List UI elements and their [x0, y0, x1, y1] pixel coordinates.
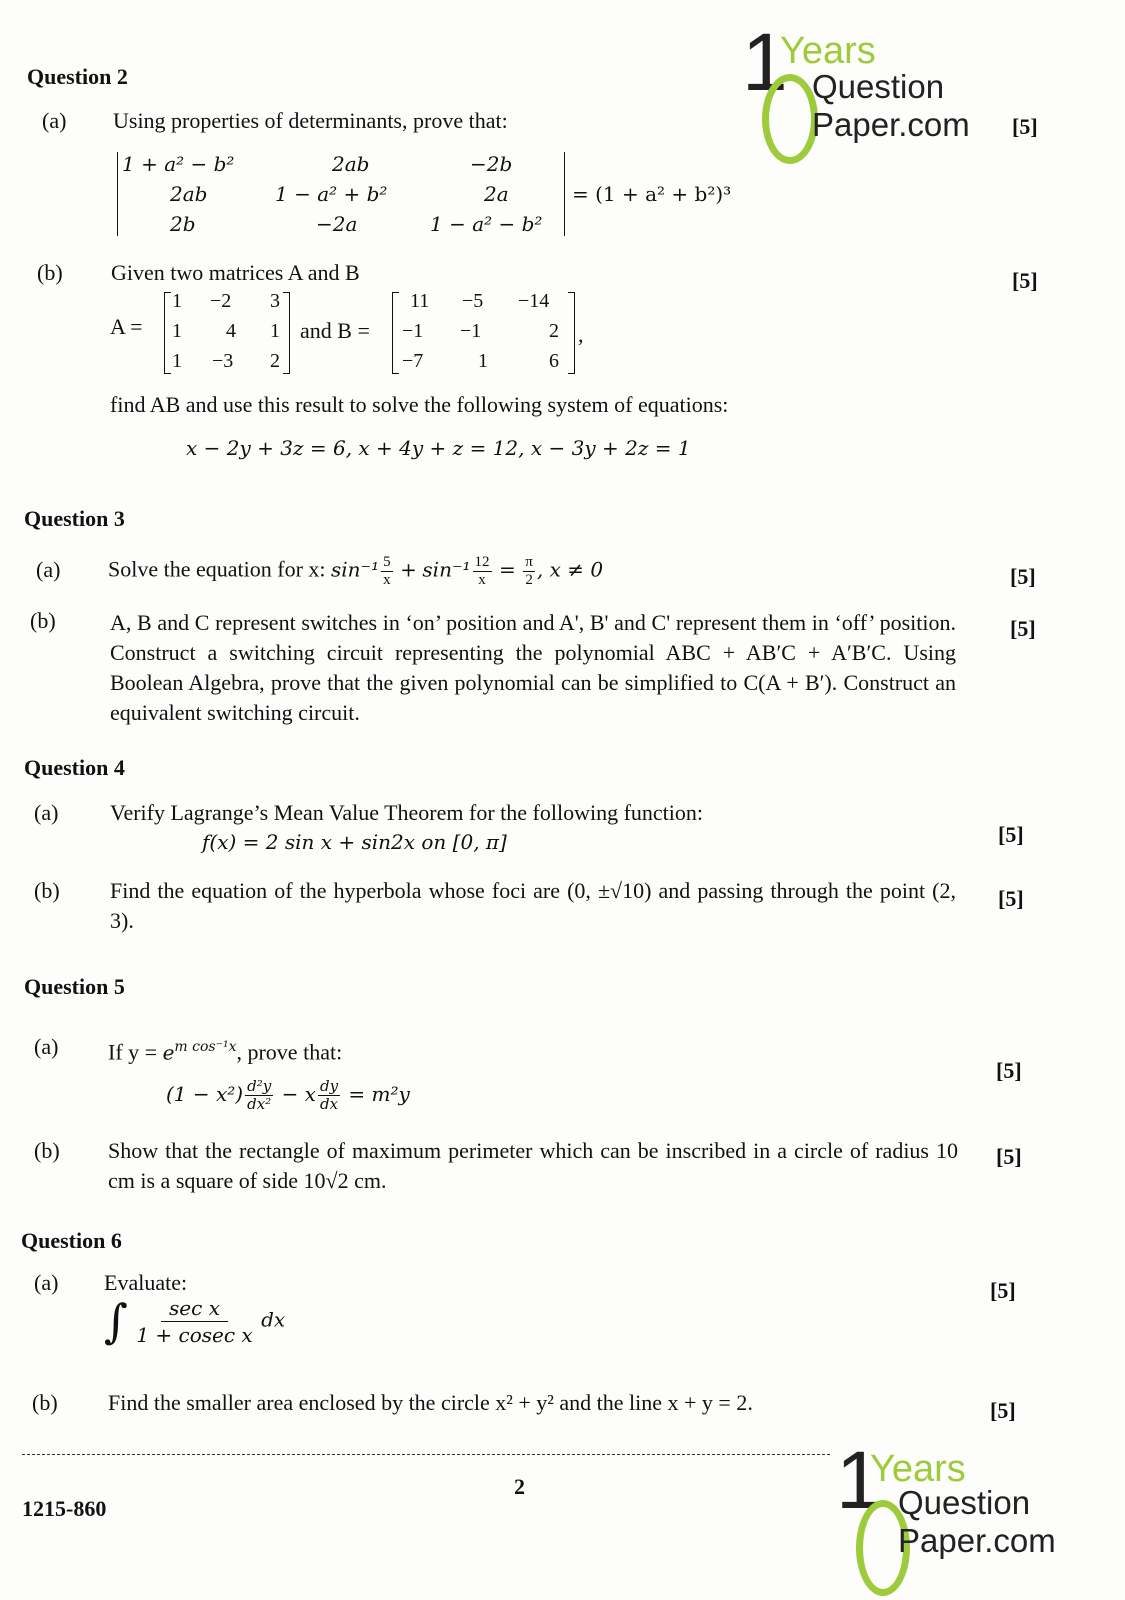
q4b-text: Find the equation of the hyperbola whose foci are (0, ±√10) and passing through the point (2, 3).: [110, 878, 956, 933]
q2b-system: x − 2y + 3z = 6, x + 4y + z = 12, x − 3y + 2z = 1: [186, 436, 691, 460]
matrix-a-cell: 3: [270, 290, 280, 312]
matrix-a-cell: 1: [172, 320, 182, 342]
question-3-title: Question 3: [24, 506, 125, 531]
matrix-b-cell: 2: [549, 320, 559, 342]
q3a-mark: [5]: [1010, 564, 1036, 589]
q2b-find-text: find AB and use this result to solve the following system of equations:: [110, 392, 729, 417]
q6a-fraction: $\frac{\text{sec x}}{\text{1 + cosec x}}$: [136, 1295, 253, 1347]
q2a-text: Using properties of determinants, prove that:: [113, 108, 508, 133]
det-rhs: = (1 + a² + b²)³: [572, 182, 732, 206]
q5a-post: , prove that:: [236, 1039, 343, 1065]
det-cell: 1 − a² + b²: [275, 182, 388, 206]
q4a-label: (a): [34, 800, 59, 825]
matrix-a-cell: 2: [270, 350, 280, 372]
footer-divider: [22, 1454, 830, 1455]
q6a-label: (a): [34, 1270, 59, 1295]
q3a-eq: =: [499, 557, 516, 582]
logo-bottom: [836, 1435, 1056, 1596]
q6b-label: (b): [32, 1390, 58, 1415]
logo-one: 1: [836, 1435, 882, 1526]
matrix-b-left-bracket: [392, 292, 399, 374]
det-left-bar: [117, 152, 118, 236]
q5b-label: (b): [34, 1138, 60, 1163]
q3a-frac2: $\frac{12}{x}$: [474, 554, 490, 588]
logo-years: Years: [780, 30, 876, 72]
q5a-eq-right: = m²y: [348, 1082, 410, 1106]
matrix-b-cell: −5: [462, 290, 484, 312]
matrix-b-right-bracket: [568, 292, 575, 374]
integral-sign-icon: ∫: [104, 1294, 128, 1348]
q6a-dx: dx: [261, 1307, 286, 1332]
matrix-b-cell: −7: [402, 350, 424, 372]
det-cell: −2b: [470, 152, 513, 176]
q6b-text: Find the smaller area enclosed by the circle x² + y² and the line x + y = 2.: [108, 1390, 753, 1415]
matrix-a-cell: 4: [226, 320, 236, 342]
q4a-text: Verify Lagrange’s Mean Value Theorem for the following function:: [110, 800, 704, 825]
det-cell: 1 + a² − b²: [122, 152, 235, 176]
q4a-function: f(x) = 2 sin x + sin2x on [0, π]: [202, 830, 507, 854]
q3a-label: (a): [36, 557, 61, 582]
q6a-mark: [5]: [990, 1278, 1016, 1303]
logo-zero-ring: [762, 74, 818, 164]
q4a-mark: [5]: [998, 822, 1024, 847]
matrix-a-cell: −3: [212, 350, 234, 372]
q5a-eq-left: (1 − x²): [166, 1082, 244, 1106]
q5a-sup: m cos⁻¹x: [174, 1039, 237, 1055]
matrix-b-cell: −1: [402, 320, 424, 342]
q4b-label: (b): [34, 878, 60, 903]
q3a-equation: [108, 554, 603, 589]
logo-top: [742, 14, 982, 154]
q3a-frac3: $\frac{\pi}{2}$: [525, 554, 533, 588]
and-b-label: and B =: [300, 318, 370, 343]
q2b-text: Given two matrices A and B: [111, 260, 360, 285]
matrix-b-cell: 11: [410, 290, 430, 312]
matrix-a-cell: 1: [172, 350, 182, 372]
matrix-b-cell: 6: [549, 350, 559, 372]
q5b-text: Show that the rectangle of maximum perimeter which can be inscribed in a circle of radius 10 cm is a square of side 10√2 cm.: [108, 1138, 958, 1193]
matrix-b-cell: −1: [460, 320, 482, 342]
matrix-b-cell: 1: [478, 350, 488, 372]
q2a-mark: [5]: [1012, 114, 1038, 139]
page-number: 2: [514, 1474, 525, 1499]
q3b-text: A, B and C represent switches in ‘on’ position and A', B' and C' represent them in ‘off’ position. Construct a switching circuit representing the polynomial ABC + AB′C + A′B′C. Using Boolean Algebra, prove that the given polynomial can be simplified to C(A + B′). Construct an equivalent switching circuit.: [110, 610, 956, 725]
det-cell: 2ab: [332, 152, 370, 176]
q3a-tail: , x ≠ 0: [536, 557, 604, 582]
q5a-exp: e: [162, 1040, 175, 1065]
matrix-a-cell: 1: [270, 320, 280, 342]
q3a-pre: Solve the equation for x:: [108, 556, 326, 582]
logo-question: Question: [812, 68, 945, 105]
logo-one: 1: [742, 17, 788, 108]
matrix-b-cell: −14: [518, 290, 550, 312]
det-cell: 1 − a² − b²: [430, 212, 543, 236]
question-5-title: Question 5: [24, 974, 125, 999]
q5a-equation: [166, 1078, 410, 1113]
det-cell: −2a: [316, 212, 358, 236]
paper-code: 1215-860: [22, 1496, 107, 1521]
q4b-mark: [5]: [998, 886, 1024, 911]
q5a-minus: − x: [281, 1082, 316, 1106]
det-cell: 2b: [170, 212, 196, 236]
q3b-mark: [5]: [1010, 616, 1036, 641]
question-2-title: Question 2: [27, 64, 128, 89]
q5a-statement: [108, 1032, 342, 1067]
q5a-d2: $\frac{\text{d²y}}{\text{dx²}}$: [247, 1077, 272, 1113]
matrix-a-cell: 1: [172, 290, 182, 312]
q3a-plus: +: [400, 557, 417, 582]
matrix-a-label: A =: [110, 314, 143, 339]
q5a-mark: [5]: [996, 1058, 1022, 1083]
logo-paper: Paper.com: [898, 1522, 1056, 1559]
question-4-title: Question 4: [24, 755, 125, 780]
q3a-sin2: sin⁻¹: [422, 557, 471, 582]
q2a-label: (a): [42, 108, 67, 133]
q2b-label: (b): [37, 260, 63, 285]
q3a-frac1: $\frac{5}{x}$: [383, 554, 391, 588]
q5a-pre: If y =: [108, 1039, 158, 1065]
q5a-label: (a): [34, 1034, 59, 1059]
det-right-bar: [564, 152, 565, 236]
q6a-integral: [104, 1294, 285, 1348]
q3b-label: (b): [30, 608, 56, 633]
logo-question: Question: [898, 1484, 1031, 1521]
q6b-mark: [5]: [990, 1398, 1016, 1423]
q2b-mark: [5]: [1012, 268, 1038, 293]
matrix-a-left-bracket: [164, 292, 171, 374]
question-6-title: Question 6: [21, 1228, 122, 1253]
matrix-a-cell: −2: [210, 290, 232, 312]
logo-years: Years: [870, 1448, 966, 1490]
det-cell: 2a: [484, 182, 509, 206]
q6a-text: Evaluate:: [104, 1270, 188, 1295]
det-cell: 2ab: [170, 182, 208, 206]
matrix-a-right-bracket: [283, 292, 290, 374]
logo-paper: Paper.com: [812, 106, 970, 143]
q3a-sin1: sin⁻¹: [331, 557, 380, 582]
q5b-mark: [5]: [996, 1144, 1022, 1169]
matrix-comma: ,: [578, 322, 584, 347]
q5a-d1: $\frac{dy}{dx}$: [319, 1077, 339, 1113]
